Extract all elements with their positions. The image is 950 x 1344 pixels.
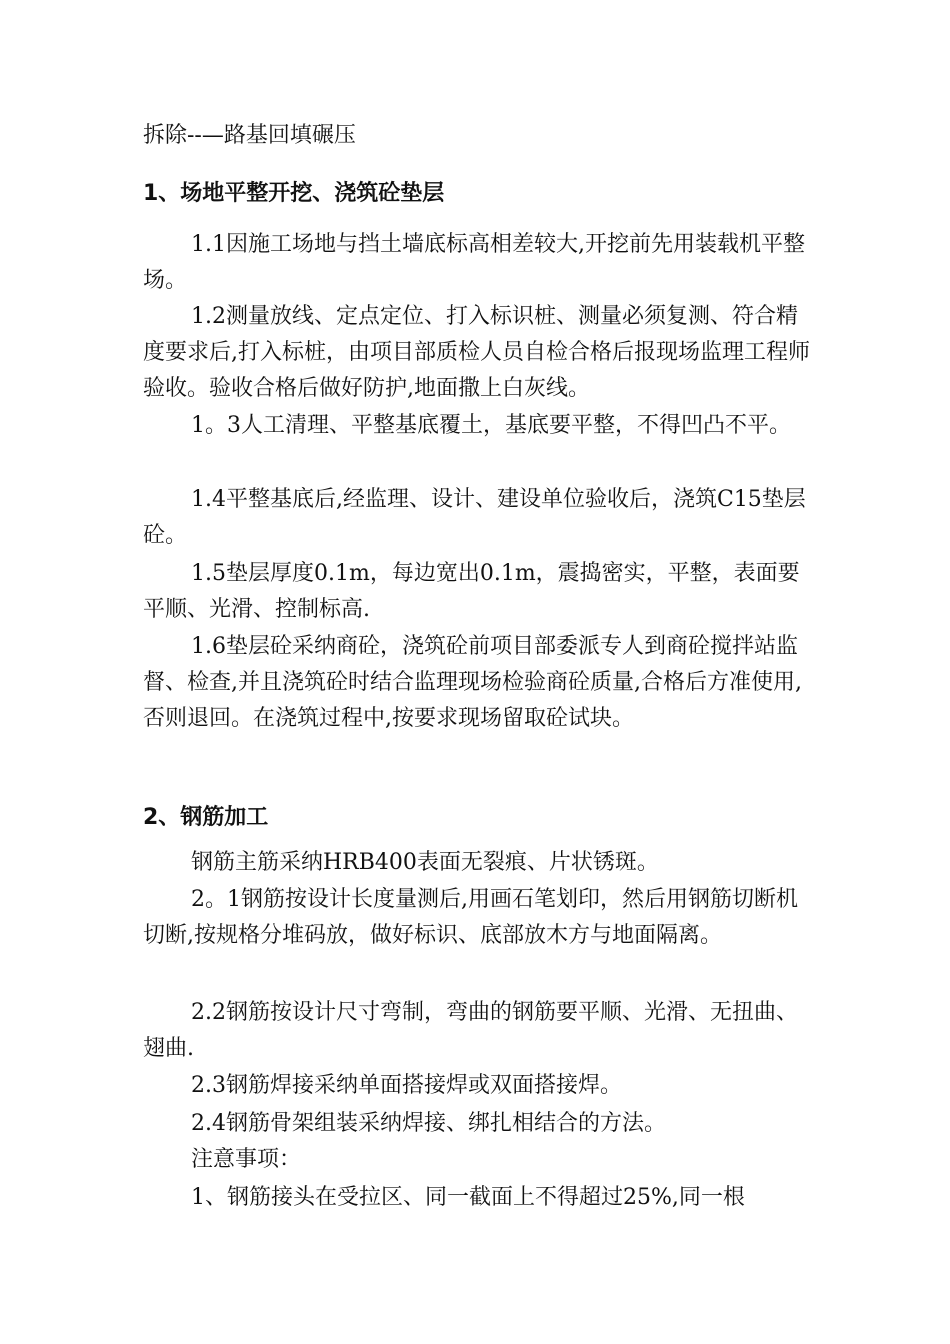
section-2-heading: 2、钢筋加工 [143,805,269,830]
paragraph-2-3: 2.3钢筋焊接采纳单面搭接焊或双面搭接焊。 [191,1073,622,1098]
section-1-heading: 1、场地平整开挖、浇筑砼垫层 [143,181,445,206]
paragraph-1-4: 1.4平整基底后,经监理、设计、建设单位验收后，浇筑C15垫层砼。 [143,487,806,548]
paragraph-1-5: 1.5垫层厚度0.1m，每边宽出0.1m，震捣密实，平整，表面要平顺、光滑、控制标高. [143,561,800,622]
note-1: 1、钢筋接头在受拉区、同一截面上不得超过25%,同一根 [191,1185,745,1210]
notes-label: 注意事项： [191,1147,302,1172]
paragraph-2-4: 2.4钢筋骨架组装采纳焊接、绑扎相结合的方法。 [191,1111,666,1136]
paragraph-1-6: 1.6垫层砼采纳商砼，浇筑砼前项目部委派专人到商砼搅拌站监督、检查,并且浇筑砼时结合监理现场检验商砼质量,合格后方准使用,否则退回。在浇筑过程中,按要求现场留取砼试块。 [143,634,802,731]
paragraph-1-1: 1.1因施工场地与挡土墙底标高相差较大,开挖前先用装载机平整场。 [143,232,805,293]
paragraph-1-3: 1。3人工清理、平整基底覆土，基底要平整，不得凹凸不平。 [191,413,791,438]
intro-line: 拆除--—路基回填碾压 [143,123,356,148]
paragraph-2-1: 2。1钢筋按设计长度量测后,用画石笔划印，然后用钢筋切断机切断,按规格分堆码放，做好标识、底部放木方与地面隔离。 [143,887,798,948]
paragraph-2-2: 2.2钢筋按设计尺寸弯制，弯曲的钢筋要平顺、光滑、无扭曲、翅曲. [143,1000,798,1061]
paragraph-1-2: 1.2测量放线、定点定位、打入标识桩、测量必须复测、符合精度要求后,打入标桩，由项目部质检人员自检合格后报现场监理工程师验收。验收合格后做好防护,地面撒上白灰线。 [143,304,810,401]
paragraph-2-0: 钢筋主筋采纳HRB400表面无裂痕、片状锈斑。 [191,850,659,875]
